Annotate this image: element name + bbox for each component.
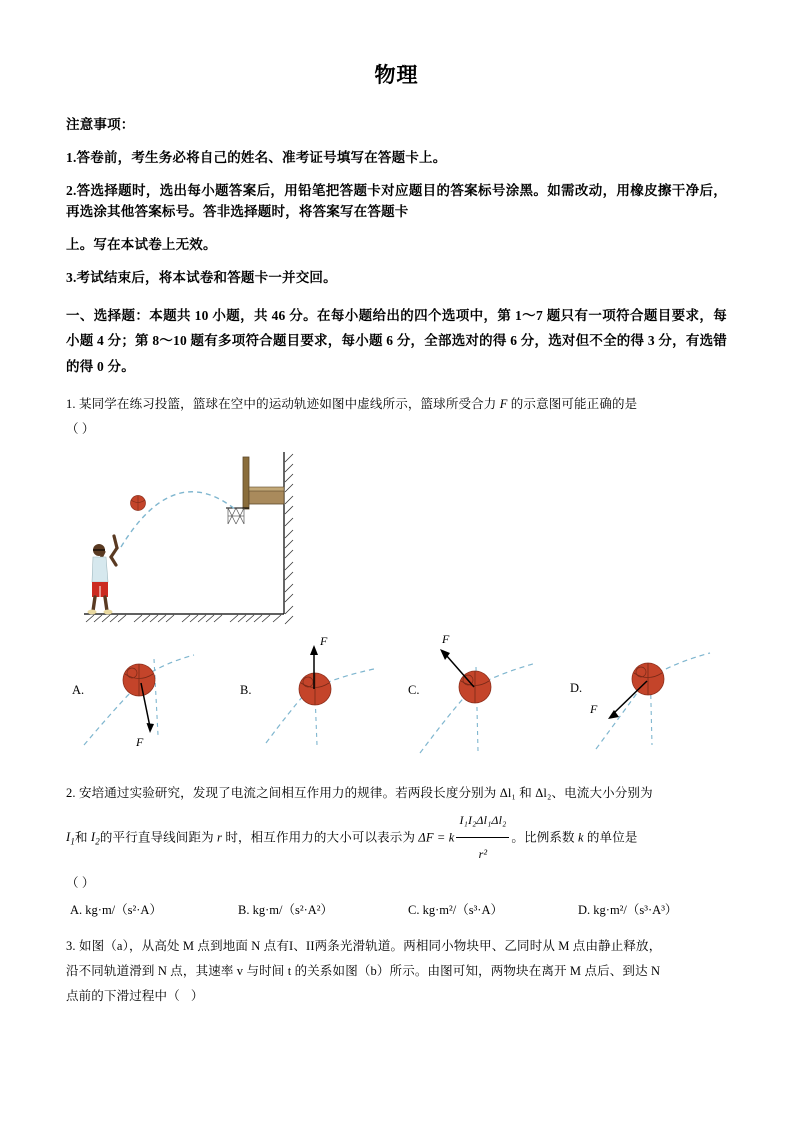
- question-1-option-c[interactable]: [402, 633, 567, 763]
- question-2-answer-d-label: D.: [578, 903, 591, 918]
- question-1-stem-part2: 的示意图可能正确的是: [507, 396, 638, 411]
- basketball-scene-svg: [84, 452, 364, 627]
- formula-fraction: [456, 805, 509, 870]
- question-2-answers: [66, 898, 727, 924]
- question-2-line2-d: 。比例系数: [511, 830, 578, 845]
- ampere-force-formula: [418, 806, 511, 871]
- question-2-answer-c-text: kg·m²/（s³·A）: [422, 903, 504, 918]
- question-2-answer-blank[interactable]: （ ）: [66, 876, 95, 891]
- page-title: 物理: [374, 62, 419, 87]
- option-d-diagram: [570, 633, 735, 763]
- player-figure: [88, 536, 118, 614]
- formula-denominator: r²: [478, 846, 488, 861]
- question-1-option-a-label: A.: [72, 682, 85, 697]
- question-2-answer-c[interactable]: [408, 898, 503, 923]
- option-b-diagram: [234, 633, 399, 763]
- question-3-stem-line1: 如图（a），从高处 M 点到地面 N 点有I、II两条光滑轨道。两相同小物块甲、乙同时从 M 点由静止释放，: [78, 939, 662, 954]
- question-1-stem-part1: 某同学在练习投篮，篮球在空中的运动轨迹如图中虚线所示，篮球所受合力: [78, 396, 500, 411]
- question-2-answer-a[interactable]: [70, 898, 162, 923]
- question-1-option-d-label: D.: [570, 680, 583, 695]
- question-2-answer-b[interactable]: [238, 898, 333, 923]
- question-1-answer-blank[interactable]: （ ）: [66, 421, 95, 436]
- question-2-line2-c: 时，相互作用力的大小可以表示为: [222, 830, 419, 845]
- notice-item-3: 上。写在本试卷上无效。: [66, 236, 217, 252]
- question-1: [66, 392, 727, 763]
- question-2-line2-b: 的平行直导线间距为: [99, 830, 218, 845]
- formula-numerator: I₁I₂Δl₁Δl₂: [456, 805, 509, 838]
- question-3-line-2: 沿不同轨道滑到 N 点，其速率 v 与时间 t 的关系如图（b）所示。由图可知，两物块在离开 M 点后、到达 N: [66, 964, 661, 979]
- option-a-force-label: F: [136, 734, 144, 749]
- question-3-answer-blank[interactable]: （ ）: [167, 989, 208, 1004]
- formula-lhs: ΔF = k: [418, 830, 455, 845]
- option-d-force-label: F: [590, 701, 598, 716]
- question-1-stem: [66, 392, 727, 417]
- question-2-answer-a-text: kg·m/（s²·A）: [85, 903, 162, 918]
- question-1-figure: [84, 452, 364, 627]
- question-2-answer-b-label: B.: [238, 903, 250, 918]
- question-1-number: 1.: [66, 396, 76, 411]
- question-1-option-c-label: C.: [408, 682, 420, 697]
- distance-symbol: r: [217, 830, 223, 845]
- question-1-options: [66, 633, 727, 763]
- question-3-stem-line3: 点前的下滑过程中: [66, 989, 168, 1004]
- question-2-answer-b-text: kg·m/（s²·A²）: [252, 903, 334, 918]
- option-a-diagram: [66, 633, 231, 763]
- question-1-option-d[interactable]: [570, 633, 735, 763]
- question-3: [66, 934, 727, 1009]
- question-3-number: 3.: [66, 939, 76, 954]
- question-3-line-1: [66, 934, 727, 959]
- notice-item-4: 3.考试结束后，将本试卷和答题卡一并交回。: [66, 269, 337, 285]
- question-2-line-2: [66, 806, 727, 871]
- question-2-stem-line1: 安培通过实验研究，发现了电流之间相互作用力的规律。若两段长度分别为 Δl₁ 和 Δl₂、电流大小分别为: [78, 785, 653, 800]
- question-2-answer-c-label: C.: [408, 903, 420, 918]
- current-symbol-1: $I_1$: [66, 830, 75, 847]
- notice-heading: 注意事项：: [66, 117, 135, 133]
- question-2-answer-d[interactable]: [578, 898, 677, 923]
- question-2-answer-d-text: kg·m²/（s³·A³）: [593, 903, 678, 918]
- coefficient-symbol: k: [577, 830, 584, 845]
- option-b-force-label: F: [320, 633, 328, 648]
- question-1-option-b-label: B.: [240, 682, 252, 697]
- question-2-line2-a: 和: [74, 830, 91, 845]
- current-symbol-2: $I_2$: [90, 830, 100, 847]
- question-2-line2-e: 的单位是: [583, 830, 638, 845]
- question-1-force-symbol: F: [499, 396, 508, 411]
- question-2-line-1: [66, 781, 727, 806]
- section-heading-choice: 一、选择题：本题共 10 小题，共 46 分。在每小题给出的四个选项中，第 1～7 题只有一项符合题目要求，每小题 4 分；第 8～10 题有多项符合题目要求，每小题 6 分，全部选对的得 6 分，选对但不全的得 3 分，有选错的得 0 分。: [66, 307, 727, 374]
- question-1-option-a[interactable]: [66, 633, 231, 763]
- question-2: [66, 781, 727, 924]
- question-2-number: 2.: [66, 785, 76, 800]
- option-c-force-label: F: [442, 632, 450, 646]
- question-3-line-3: [66, 984, 727, 1009]
- question-1-option-b[interactable]: [234, 633, 399, 763]
- question-2-answer-a-label: A.: [70, 903, 83, 918]
- page-content: [66, 0, 727, 1009]
- option-c-diagram: [402, 633, 567, 763]
- notice-item-2: 2.答选择题时，选出每小题答案后，用铅笔把答题卡对应题目的答案标号涂黑。如需改动，用橡皮擦干净后，再选涂其他答案标号。答非选择题时，将答案写在答题卡: [66, 183, 727, 219]
- notice-item-1: 1.答卷前，考生务必将自己的姓名、准考证号填写在答题卡上。: [66, 150, 447, 166]
